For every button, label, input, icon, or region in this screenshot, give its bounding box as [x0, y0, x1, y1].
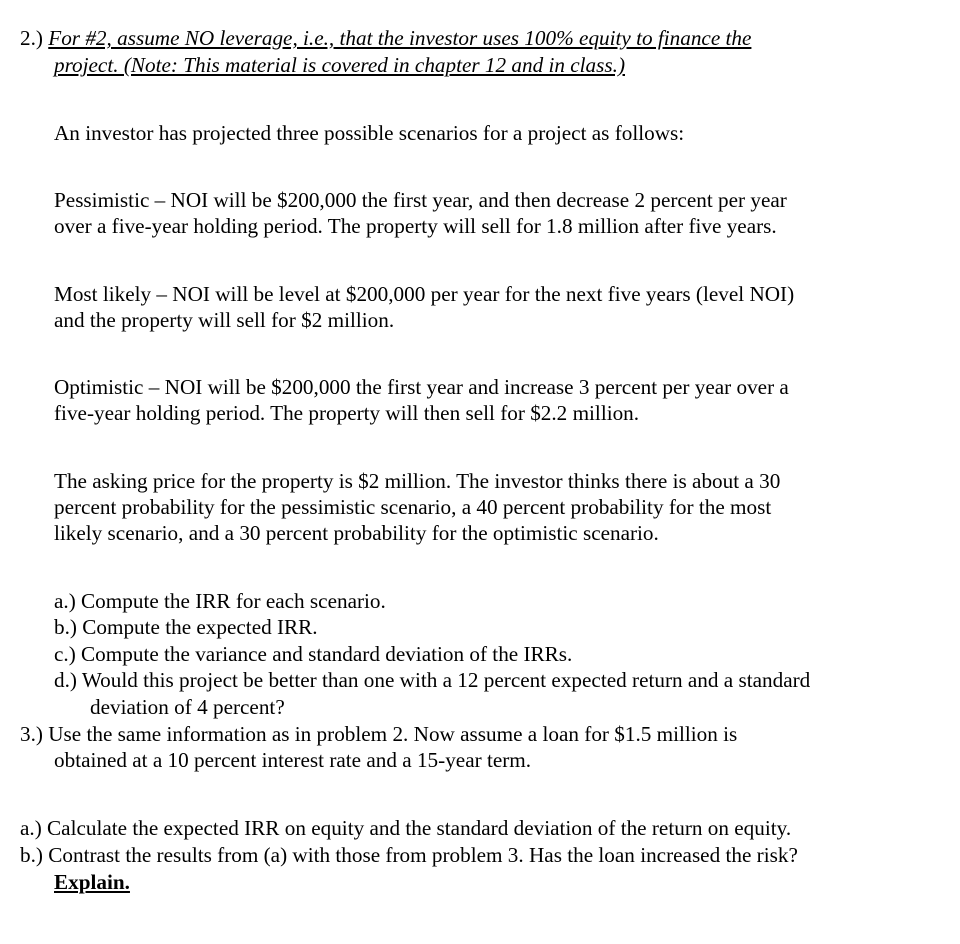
problem-3-question-a: a.) Calculate the expected IRR on equity and the standard deviation of the return on equity.	[20, 816, 792, 840]
problem-3-question-b: b.) Contrast the results from (a) with those from problem 3. Has the loan increased the risk?	[20, 843, 798, 867]
problem-2-heading-text: For #2, assume NO leverage, i.e., that the investor uses 100% equity to finance the	[48, 26, 752, 50]
problem-2-heading-line-2: project. (Note: This material is covered in chapter 12 and in class.)	[54, 53, 625, 77]
pessimistic-scenario-line-2: over a five-year holding period. The property will sell for 1.8 million after five years.	[54, 214, 777, 238]
problem-2-question-d-line-2: deviation of 4 percent?	[90, 695, 285, 719]
problem-2-question-d-line-1: d.) Would this project be better than one with a 12 percent expected return and a standard	[54, 668, 811, 692]
problem-2-heading-line-1	[20, 25, 751, 51]
problem-2-question-a: a.) Compute the IRR for each scenario.	[54, 589, 386, 613]
pessimistic-scenario-line-1: Pessimistic – NOI will be $200,000 the first year, and then decrease 2 percent per year	[54, 188, 787, 212]
problem-2-question-b: b.) Compute the expected IRR.	[54, 615, 318, 639]
problem-3-line-1: 3.) Use the same information as in problem 2. Now assume a loan for $1.5 million is	[20, 722, 738, 746]
problem-3-explain: Explain.	[54, 870, 130, 894]
problem-2-intro: An investor has projected three possible scenarios for a project as follows:	[54, 121, 685, 145]
problem-2-question-c: c.) Compute the variance and standard deviation of the IRRs.	[54, 642, 573, 666]
optimistic-scenario-line-2: five-year holding period. The property will then sell for $2.2 million.	[54, 401, 640, 425]
asking-price-line-3: likely scenario, and a 30 percent probability for the optimistic scenario.	[54, 521, 659, 545]
most-likely-scenario-line-1: Most likely – NOI will be level at $200,000 per year for the next five years (level NOI)	[54, 282, 795, 306]
most-likely-scenario-line-2: and the property will sell for $2 million.	[54, 308, 395, 332]
problem-2-number: 2.)	[20, 26, 43, 50]
asking-price-line-2: percent probability for the pessimistic scenario, a 40 percent probability for the most	[54, 495, 772, 519]
problem-3-line-2: obtained at a 10 percent interest rate and a 15-year term.	[54, 748, 532, 772]
asking-price-line-1: The asking price for the property is $2 million. The investor thinks there is about a 30	[54, 469, 781, 493]
optimistic-scenario-line-1: Optimistic – NOI will be $200,000 the first year and increase 3 percent per year over a	[54, 375, 789, 399]
